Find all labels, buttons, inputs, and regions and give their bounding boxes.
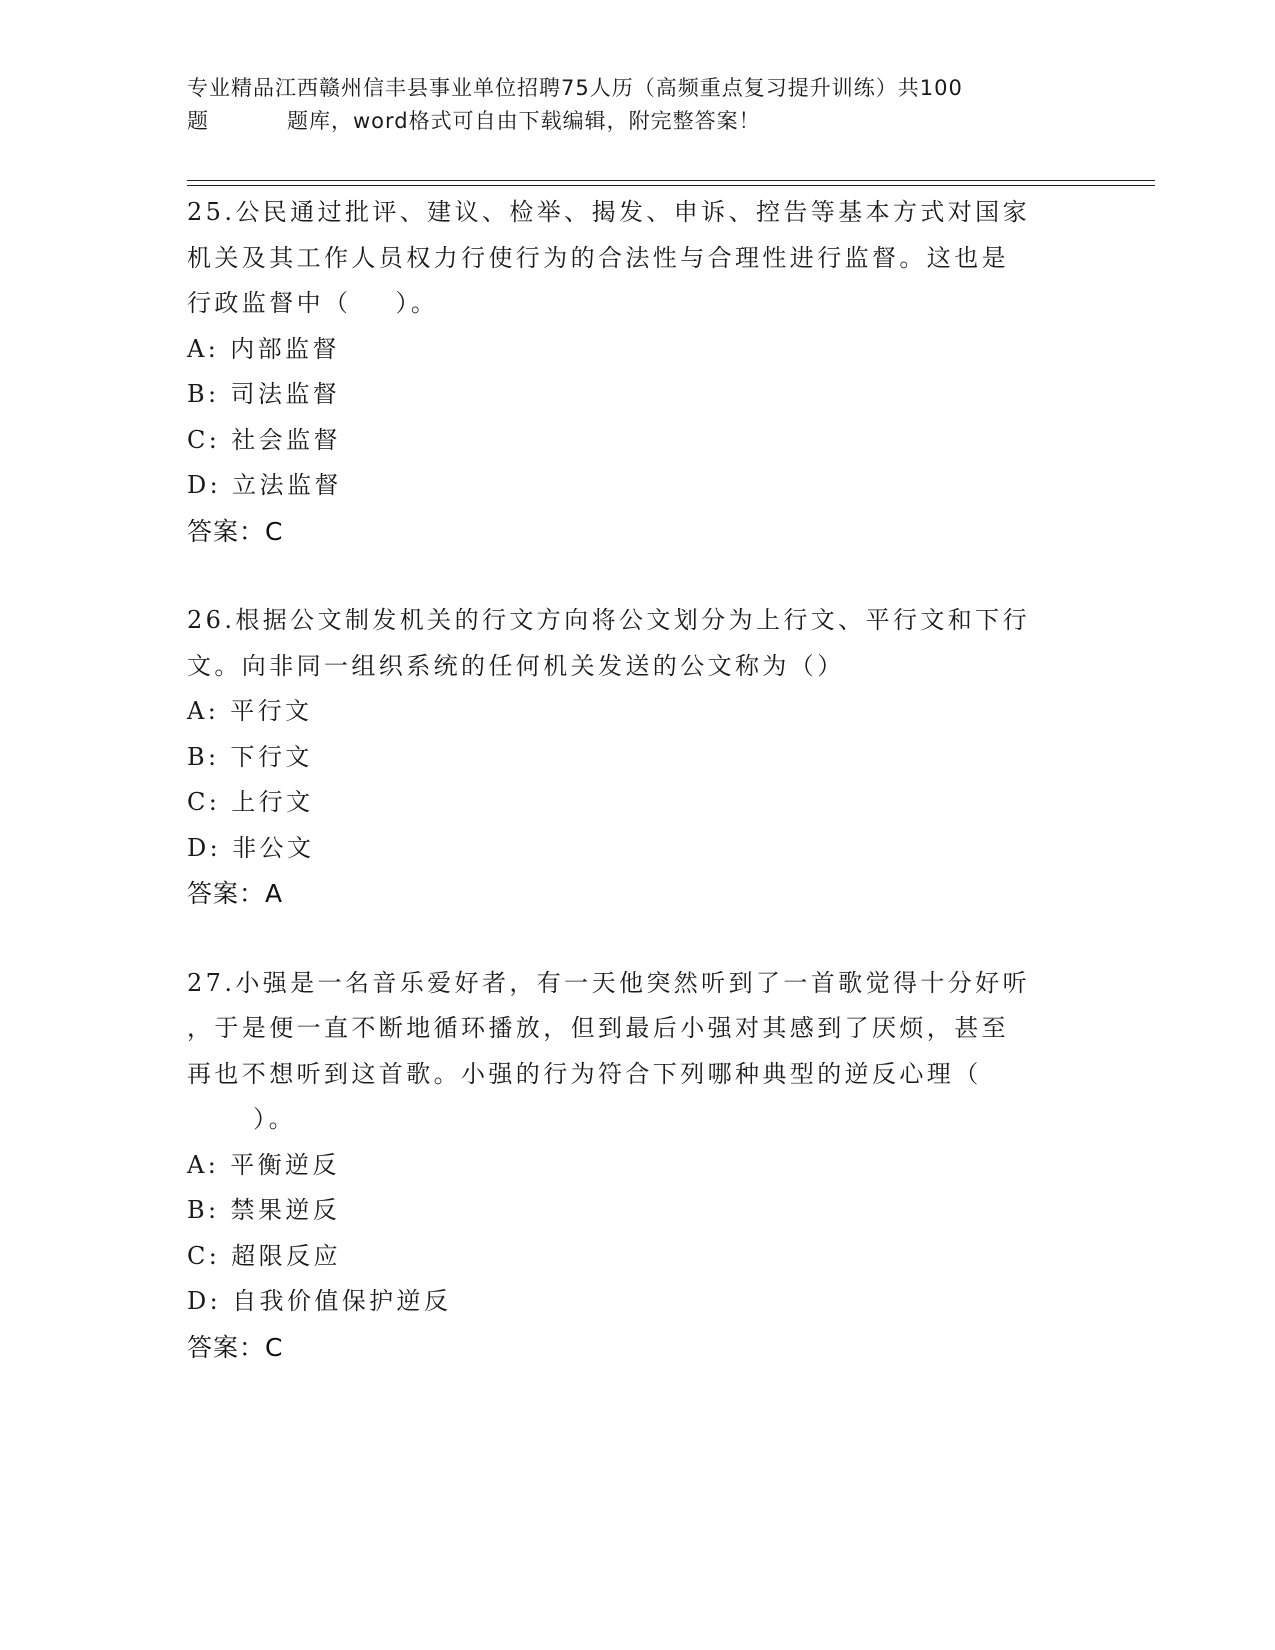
option-c: C: 社会监督 bbox=[187, 425, 341, 454]
question-text-line: 机关及其工作人员权力行使行为的合法性与合理性进行监督。这也是 bbox=[187, 243, 1009, 272]
question-27 bbox=[187, 961, 1087, 1371]
option-b: B: 下行文 bbox=[187, 742, 313, 771]
header-line-1 bbox=[187, 72, 1087, 105]
question-text-line: ，于是便一直不断地循环播放，但到最后小强对其感到了厌烦，甚至 bbox=[187, 1014, 1009, 1042]
question-25 bbox=[187, 190, 1087, 554]
answer-line: 答案：A bbox=[187, 879, 284, 908]
question-text-line: 行政监督中（ ）。 bbox=[187, 289, 439, 317]
header-subtitle: 题库，word格式可自由下载编辑，附完整答案！ bbox=[287, 109, 761, 133]
header-line-2 bbox=[187, 105, 1087, 138]
option-a: A: 内部监督 bbox=[187, 334, 340, 363]
question-text-line: 再也不想听到这首歌。小强的行为符合下列哪种典型的逆反心理（ bbox=[187, 1059, 982, 1088]
option-d: D: 非公文 bbox=[187, 833, 315, 862]
question-26 bbox=[187, 598, 1087, 917]
option-d: D: 立法监督 bbox=[187, 471, 342, 499]
question-text-line: 26.根据公文制发机关的行文方向将公文划分为上行文、平行文和下行 bbox=[187, 606, 1030, 634]
option-b: B: 禁果逆反 bbox=[187, 1196, 341, 1224]
header-title: 专业精品江西赣州信丰县事业单位招聘75人历（高频重点复习提升训练）共100 bbox=[187, 76, 963, 100]
option-c: C: 上行文 bbox=[187, 788, 314, 816]
question-text-line: 27.小强是一名音乐爱好者，有一天他突然听到了一首歌觉得十分好听 bbox=[187, 968, 1030, 997]
page-header bbox=[187, 72, 1087, 138]
question-list bbox=[187, 190, 1087, 1414]
header-title-prefix: 题 bbox=[187, 109, 209, 133]
question-text-line: ）。 bbox=[187, 1105, 296, 1133]
question-text-line: 25.公民通过批评、建议、检举、揭发、申诉、控告等基本方式对国家 bbox=[187, 198, 1030, 226]
answer-line: 答案：C bbox=[187, 1332, 284, 1362]
option-c: C: 超限反应 bbox=[187, 1241, 341, 1270]
option-b: B: 司法监督 bbox=[187, 380, 341, 408]
option-d: D: 自我价值保护逆反 bbox=[187, 1287, 452, 1315]
option-a: A: 平衡逆反 bbox=[187, 1150, 340, 1179]
answer-line: 答案：C bbox=[187, 516, 284, 546]
header-divider-bottom bbox=[187, 185, 1155, 186]
header-divider-top bbox=[187, 180, 1155, 181]
question-text-line: 文。向非同一组织系统的任何机关发送的公文称为（） bbox=[187, 651, 845, 680]
option-a: A: 平行文 bbox=[187, 697, 313, 725]
